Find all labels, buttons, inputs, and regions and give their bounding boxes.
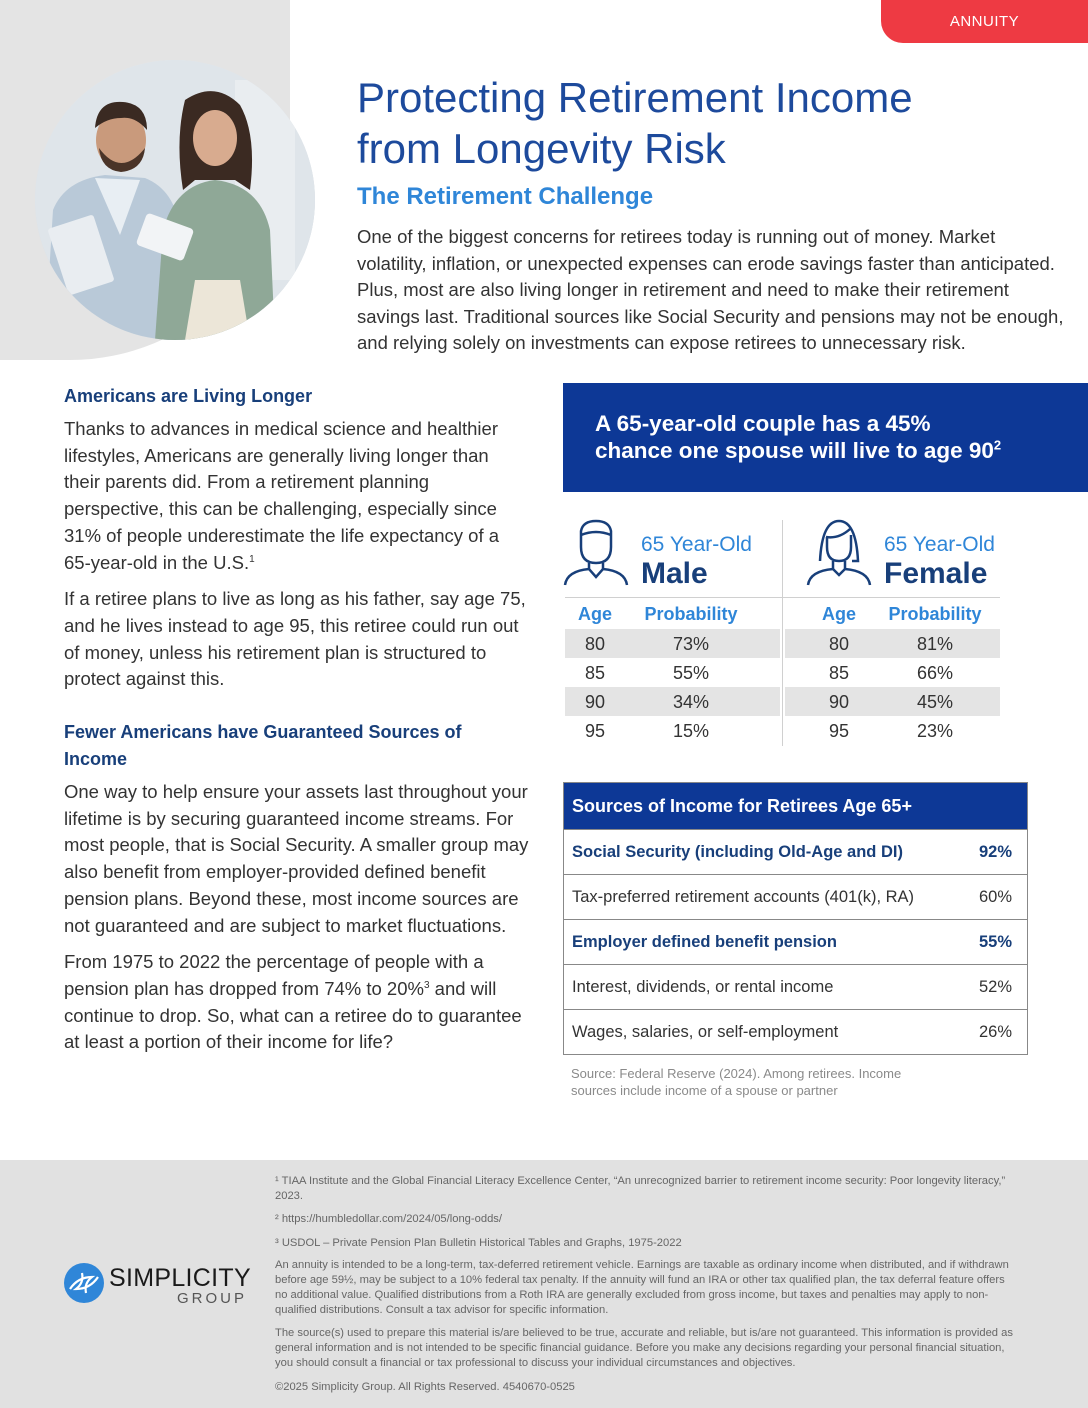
female-age-header: Age (821, 604, 856, 624)
table-row (564, 1009, 1027, 1054)
income-source-label: Social Security (including Old-Age and DI) (572, 842, 903, 861)
living-longer-text: Thanks to advances in medical science and healthier lifestyles, Americans are generally living longer than their parents did. From a retirement planning perspective, this can be challenging, especially since 31% of people underestimate the life expectancy of a 65-year-old in the U.S. (64, 418, 500, 573)
income-source-value: 26% (978, 1022, 1012, 1041)
male-age-cell: 80 (584, 634, 606, 654)
female-person-icon (806, 517, 872, 587)
female-prob-cell: 81% (916, 634, 954, 654)
guaranteed-income-paragraph-1: One way to help ensure your assets last throughout your lifetime is by securing guaranteed income streams. For most people, that is Social Security. A smaller group may also benefit from employer-provided defined benefit pension plans. Beyond these, most income sources are not guaranteed and are subject to market fluctuations. (64, 781, 529, 936)
section-subtitle: The Retirement Challenge (357, 183, 654, 210)
female-age-cell: 95 (828, 721, 850, 741)
female-prob-cell: 45% (916, 692, 954, 712)
female-prob-cell: 66% (916, 663, 954, 683)
page-title (357, 72, 1057, 174)
guaranteed-income-paragraph-2 (64, 949, 529, 1056)
header-divider (565, 597, 1000, 598)
pension-text-a: From 1975 to 2022 the percentage of people with a pension plan has dropped from 74% to 20% (64, 951, 484, 999)
hero-photo (35, 60, 315, 340)
income-source-label: Employer defined benefit pension (572, 932, 837, 951)
annuity-disclaimer: An annuity is intended to be a long-term, tax-deferred retirement vehicle. Earnings are taxable as ordinary income when distributed, and if withdrawn before age 59½, may be subject to a 10% federal tax penalty. If the annuity will fund an IRA or other tax qualified plan, the tax deferral feature offers no additional value. Qualified distributions from a Roth IRA are generally excluded from gross income, but taxes and penalties may apply to non-qualified distributions. Consult a tax advisor for specific information. (275, 1259, 1009, 1316)
callout-line-2: chance one spouse will live to age 90 (595, 438, 994, 463)
table-row (564, 919, 1027, 964)
income-source-label: Tax-preferred retirement accounts (401(k), RA) (572, 887, 915, 906)
living-longer-paragraph-1 (64, 416, 529, 576)
guaranteed-income-heading: Fewer Americans have Guaranteed Sources of Income (64, 722, 462, 770)
female-age-cell: 90 (828, 692, 850, 712)
income-source-value: 55% (978, 932, 1012, 951)
living-longer-paragraph-2: If a retiree plans to live as long as his father, say age 75, and he lives instead to age 95, this retiree could run out of money, unless his retirement plan is structured to protect against this. (64, 588, 526, 690)
footnote-ref-1: 1 (249, 553, 255, 565)
income-source-value: 60% (978, 887, 1012, 906)
income-source-value: 92% (978, 842, 1012, 861)
income-sources-table (563, 782, 1028, 1055)
category-tag: ANNUITY (881, 0, 1088, 43)
male-prob-cell: 34% (672, 692, 710, 712)
footnote-1: ¹ TIAA Institute and the Global Financial Literacy Excellence Center, “An unrecognized barrier to retirement income security: Poor longevity literacy,” 2023. (275, 1175, 1006, 1202)
income-table-source: Source: Federal Reserve (2024). Among retirees. Income sources include income of a spouse or partner (571, 1066, 902, 1098)
pension-text-b: and will continue to drop. So, what can a retiree do to guarantee at least a portion of their income for life? (64, 977, 522, 1053)
male-age-cell: 85 (584, 663, 606, 683)
male-person-icon (563, 517, 629, 587)
title-line-2: from Longevity Risk (357, 125, 726, 172)
income-source-label: Wages, salaries, or self-employment (572, 1022, 839, 1041)
left-column (64, 383, 529, 1066)
intro-paragraph: One of the biggest concerns for retirees today is running out of money. Market volatility, inflation, or unexpected expenses can erode savings faster than anticipated. Plus, most are also living longer in retirement and need to make their retirement savings last. Traditional sources like Social Security and pensions may not be enough, and relying solely on investments can expose retirees to unnecessary risk. (357, 226, 1064, 353)
longevity-callout (563, 383, 1088, 492)
footnote-3: ³ USDOL – Private Pension Plan Bulletin Historical Tables and Graphs, 1975-2022 (275, 1237, 682, 1249)
table-row (564, 829, 1027, 874)
male-age-cell: 95 (584, 721, 606, 741)
footnote-ref-3: 3 (423, 979, 430, 991)
logo-sub: GROUP (177, 1290, 248, 1307)
female-age-cell: 80 (828, 634, 850, 654)
male-prob-header: Probability (644, 604, 738, 624)
female-age-cell: 85 (828, 663, 850, 683)
female-prob-cell: 23% (916, 721, 954, 741)
male-age-label: 65 Year-Old (641, 533, 752, 556)
footnote-2: ² https://humbledollar.com/2024/05/long-odds/ (275, 1213, 502, 1225)
callout-text (595, 410, 1001, 464)
table-row (564, 874, 1027, 919)
living-longer-heading: Americans are Living Longer (64, 386, 313, 406)
male-prob-cell: 15% (672, 721, 710, 741)
male-age-header: Age (577, 604, 612, 624)
female-age-label: 65 Year-Old (884, 533, 995, 556)
income-source-label: Interest, dividends, or rental income (572, 977, 834, 996)
footnote-ref-2: 2 (993, 437, 1002, 453)
logo-mark-icon (64, 1263, 104, 1303)
income-source-value: 52% (978, 977, 1012, 996)
income-table-title: Sources of Income for Retirees Age 65+ (564, 783, 1027, 829)
title-line-1: Protecting Retirement Income (357, 74, 913, 121)
logo-name: SIMPLICITY (109, 1264, 251, 1292)
callout-line-1: A 65-year-old couple has a 45% (595, 411, 931, 436)
male-age-cell: 90 (584, 692, 606, 712)
source-disclaimer: The source(s) used to prepare this material is/are believed to be true, accurate and reliable, but is/are not guaranteed. This information is provided as general information and is not intended to be specific financial guidance. Before you make any decisions regarding your personal financial situation, you should consult a financial or tax professional to discuss your individual circumstances and objectives. (275, 1327, 1013, 1369)
column-divider (782, 520, 783, 746)
male-prob-cell: 55% (672, 663, 710, 683)
male-gender-label: Male (641, 557, 708, 590)
male-prob-cell: 73% (672, 634, 710, 654)
copyright: ©2025 Simplicity Group. All Rights Reserved. 4540670-0525 (275, 1381, 575, 1393)
female-prob-header: Probability (888, 604, 982, 624)
table-row (564, 964, 1027, 1009)
female-gender-label: Female (884, 557, 988, 590)
